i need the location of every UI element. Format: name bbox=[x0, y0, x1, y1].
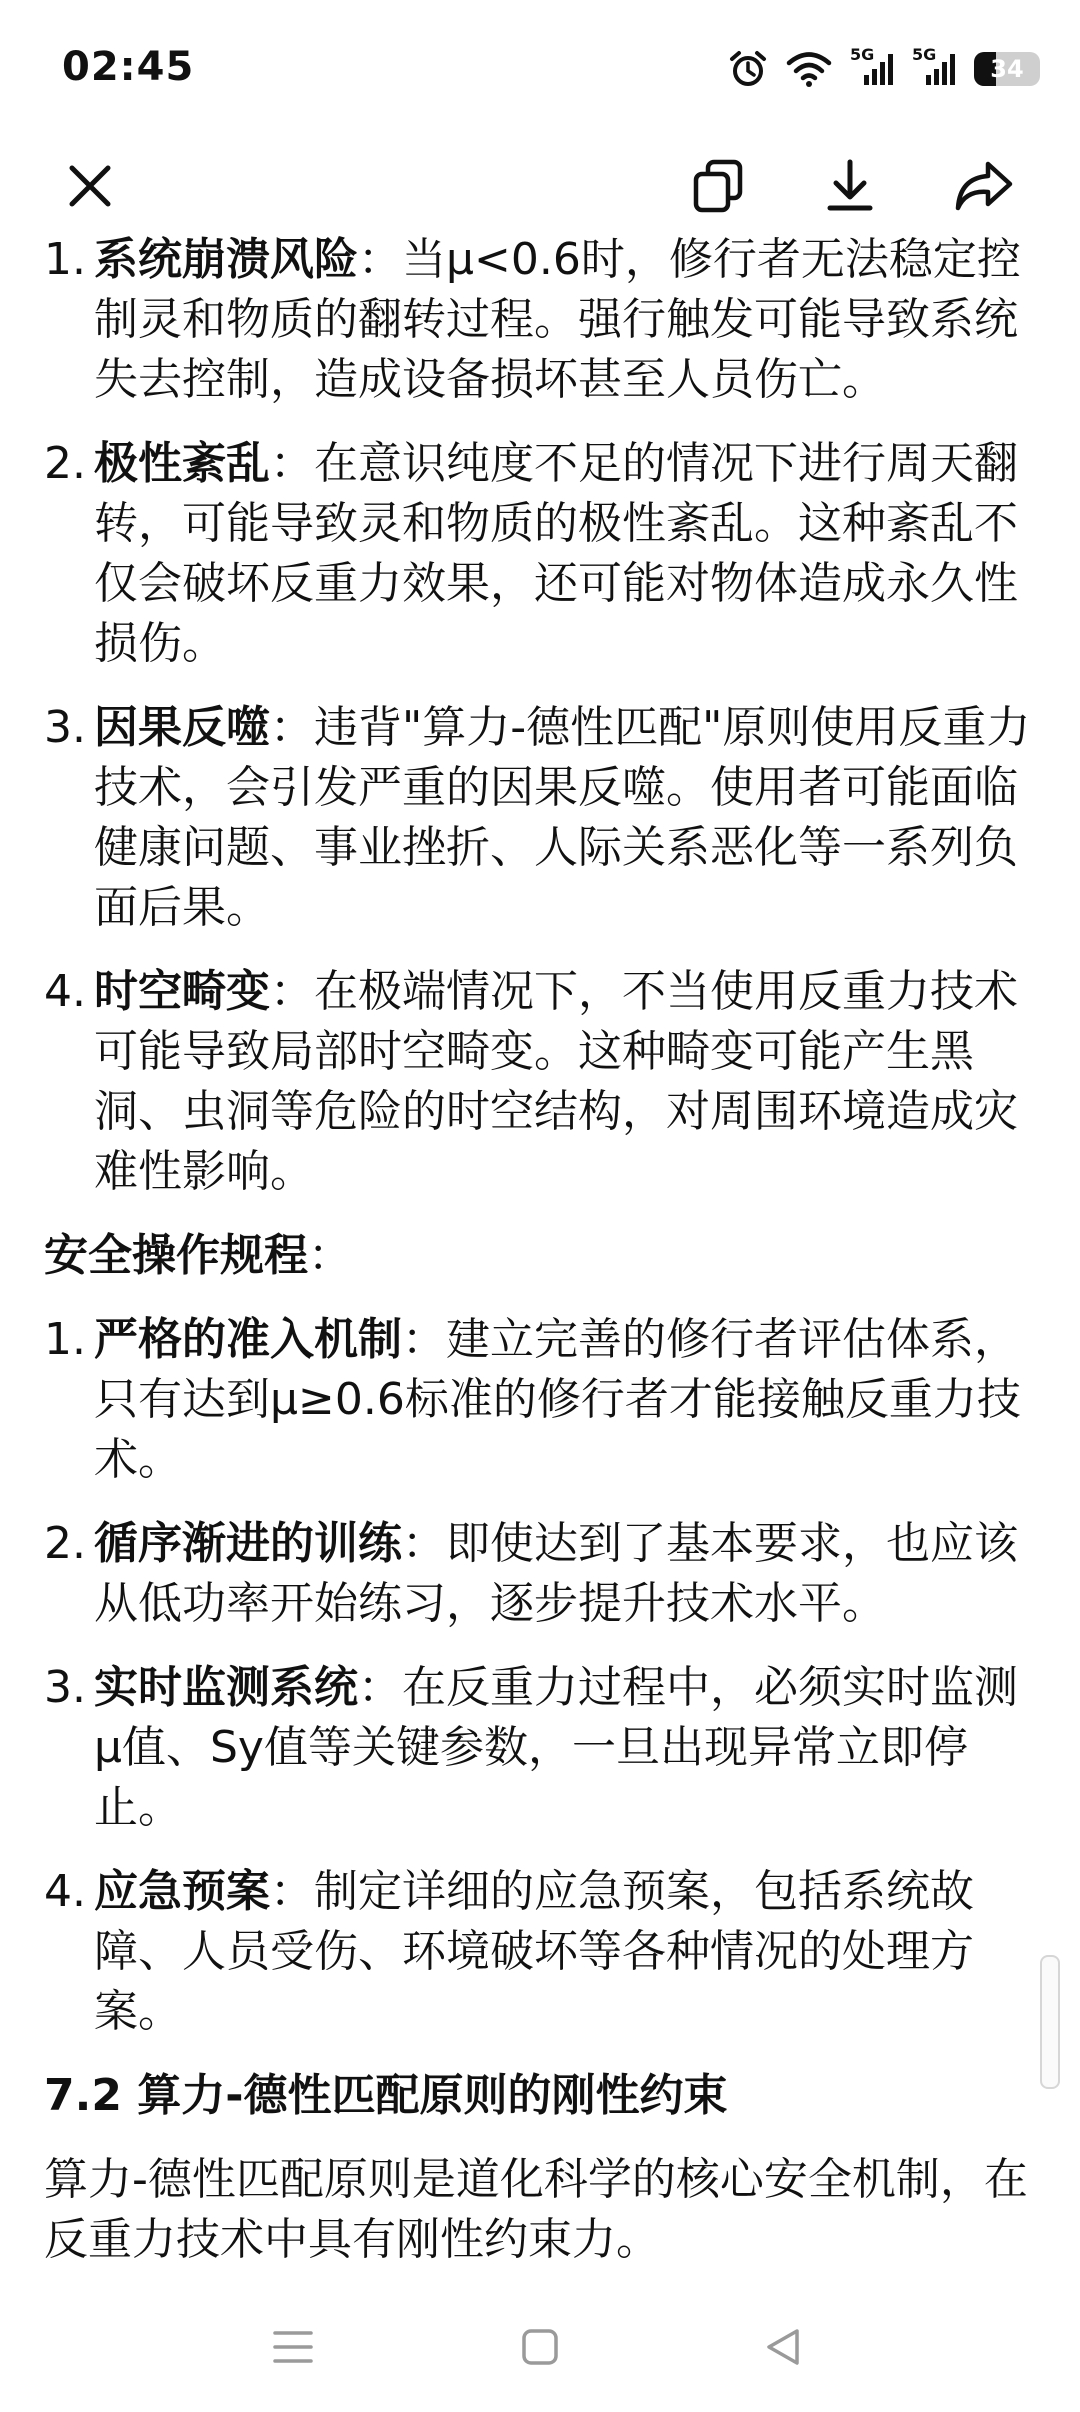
status-icons bbox=[728, 44, 1040, 94]
list-number: 1. bbox=[44, 1314, 86, 1365]
item-text: 违背"算力-德性匹配"原则使用反重力技术，会引发严重的因果反噬。使用者可能面临健康问题、事业挫折、人际关系恶化等一系列负面后果。 bbox=[94, 702, 1031, 933]
list-item bbox=[44, 434, 1044, 674]
list-number: 2. bbox=[44, 1518, 86, 1569]
signal-icon bbox=[912, 45, 956, 89]
list-item bbox=[44, 230, 1044, 410]
item-text: 即使达到了基本要求，也应该从低功率开始练习，逐步提升技术水平。 bbox=[94, 1518, 1018, 1629]
navigation-bar bbox=[0, 2282, 1080, 2412]
item-text: 建立完善的修行者评估体系，只有达到μ≥0.6标准的修行者才能接触反重力技术。 bbox=[94, 1314, 1021, 1485]
item-separator: ： bbox=[402, 1518, 446, 1569]
signal-type-label: 5G bbox=[912, 45, 937, 64]
item-separator: ： bbox=[270, 438, 314, 489]
list-number: 3. bbox=[44, 702, 86, 753]
home-button[interactable] bbox=[505, 2312, 575, 2382]
battery-icon bbox=[974, 52, 1040, 86]
signal-type-label: 5G bbox=[850, 45, 875, 64]
status-bar bbox=[0, 0, 1080, 130]
item-text: 在反重力过程中，必须实时监测μ值、Sy值等关键参数，一旦出现异常立即停止。 bbox=[94, 1662, 1018, 1833]
download-icon bbox=[820, 156, 880, 216]
item-title: 时空畸变 bbox=[94, 966, 270, 1017]
item-text: 在极端情况下，不当使用反重力技术可能导致局部时空畸变。这种畸变可能产生黑洞、虫洞等危险的时空结构，对周围环境造成灾难性影响。 bbox=[94, 966, 1018, 1197]
section-label-text: 安全操作规程 bbox=[44, 1230, 308, 1281]
item-separator: ： bbox=[270, 966, 314, 1017]
share-icon bbox=[952, 156, 1016, 216]
item-separator: ： bbox=[358, 234, 402, 285]
wifi-icon bbox=[786, 50, 832, 88]
battery-level: 34 bbox=[990, 55, 1024, 83]
scrollbar-thumb[interactable] bbox=[1040, 1955, 1060, 2089]
section-label-separator: ： bbox=[308, 1230, 352, 1281]
item-separator: ： bbox=[358, 1662, 402, 1713]
close-button[interactable] bbox=[50, 146, 130, 226]
list-item bbox=[44, 698, 1044, 938]
item-title: 应急预案 bbox=[94, 1866, 270, 1917]
item-separator: ： bbox=[270, 1866, 314, 1917]
close-icon bbox=[62, 158, 118, 214]
item-title: 循序渐进的训练 bbox=[94, 1518, 402, 1569]
item-title: 严格的准入机制 bbox=[94, 1314, 402, 1365]
item-title: 极性紊乱 bbox=[94, 438, 270, 489]
copy-button[interactable] bbox=[678, 146, 758, 226]
home-icon bbox=[520, 2327, 560, 2367]
copy-icon bbox=[688, 156, 748, 216]
download-button[interactable] bbox=[810, 146, 890, 226]
menu-button[interactable] bbox=[258, 2312, 328, 2382]
top-toolbar bbox=[0, 130, 1080, 240]
item-text: 当μ<0.6时，修行者无法稳定控制灵和物质的翻转过程。强行触发可能导致系统失去控制，造成设备损坏甚至人员伤亡。 bbox=[94, 234, 1021, 405]
safety-list bbox=[44, 1310, 1044, 2042]
item-title: 实时监测系统 bbox=[94, 1662, 358, 1713]
document-content bbox=[44, 230, 1044, 2270]
status-time: 02:45 bbox=[62, 44, 195, 90]
list-item bbox=[44, 1514, 1044, 1634]
back-icon bbox=[761, 2325, 805, 2369]
signal-icon bbox=[850, 45, 894, 89]
item-title: 系统崩溃风险 bbox=[94, 234, 358, 285]
list-number: 4. bbox=[44, 1866, 86, 1917]
list-number: 2. bbox=[44, 438, 86, 489]
item-separator: ： bbox=[270, 702, 314, 753]
alarm-icon bbox=[728, 49, 768, 89]
list-number: 4. bbox=[44, 966, 86, 1017]
item-text: 制定详细的应急预案，包括系统故障、人员受伤、环境破坏等各种情况的处理方案。 bbox=[94, 1866, 974, 2037]
list-number: 3. bbox=[44, 1662, 86, 1713]
item-text: 在意识纯度不足的情况下进行周天翻转，可能导致灵和物质的极性紊乱。这种紊乱不仅会破坏反重力效果，还可能对物体造成永久性损伤。 bbox=[94, 438, 1018, 669]
list-item bbox=[44, 1658, 1044, 1838]
section-label bbox=[44, 1226, 1044, 1286]
share-button[interactable] bbox=[944, 146, 1024, 226]
item-title: 因果反噬 bbox=[94, 702, 270, 753]
body-paragraph: 算力-德性匹配原则是道化科学的核心安全机制，在反重力技术中具有刚性约束力。 bbox=[44, 2154, 1028, 2265]
risk-list bbox=[44, 230, 1044, 1202]
menu-icon bbox=[271, 2327, 315, 2367]
back-button[interactable] bbox=[748, 2312, 818, 2382]
list-item bbox=[44, 1310, 1044, 1490]
list-item bbox=[44, 1862, 1044, 2042]
item-separator: ： bbox=[402, 1314, 446, 1365]
section-heading: 7.2 算力-德性匹配原则的刚性约束 bbox=[44, 2070, 728, 2121]
list-item bbox=[44, 962, 1044, 1202]
list-number: 1. bbox=[44, 234, 86, 285]
